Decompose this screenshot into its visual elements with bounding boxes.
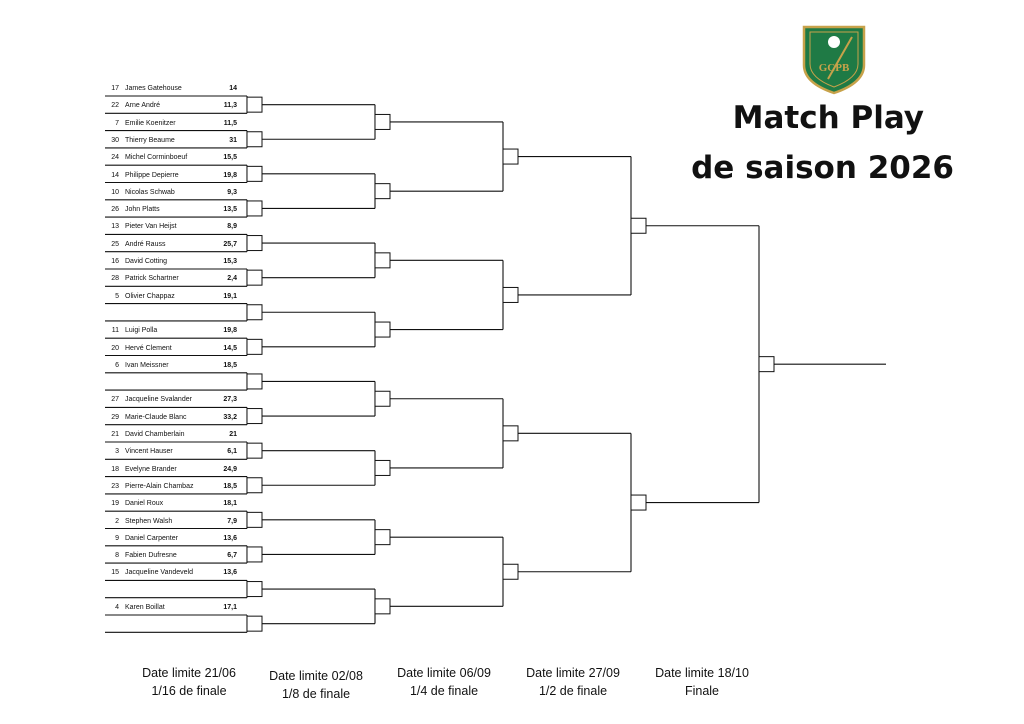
match-box-round-1[interactable] (247, 409, 262, 424)
round-name: 1/4 de finale (409, 684, 479, 698)
player-handicap: 11,5 (223, 119, 237, 127)
player-seed: 14 (111, 171, 119, 179)
player-handicap: 18,1 (223, 500, 237, 508)
player-row (105, 83, 240, 98)
player-seed: 13 (111, 223, 119, 231)
player-seed: 22 (111, 102, 119, 110)
player-row (105, 516, 240, 531)
player-name: Philippe Depierre (125, 171, 179, 179)
player-handicap: 19,1 (223, 292, 237, 300)
player-handicap: 33,2 (223, 413, 237, 421)
round-name: 1/8 de finale (281, 687, 351, 701)
player-name: André Rauss (125, 240, 166, 248)
player-name: Evelyne Brander (125, 465, 177, 473)
player-row (105, 343, 240, 358)
player-row (105, 170, 240, 185)
player-handicap: 6,7 (227, 552, 237, 560)
player-row (105, 325, 240, 340)
player-seed: 29 (111, 413, 119, 421)
player-row (105, 118, 240, 133)
player-handicap: 14,5 (223, 344, 237, 352)
player-handicap: 19,8 (223, 171, 237, 179)
player-row (105, 100, 240, 115)
player-name: John Platts (125, 206, 160, 214)
player-name: Jacqueline Svalander (125, 396, 192, 404)
match-box-round-3[interactable] (503, 149, 518, 164)
player-seed: 18 (111, 465, 119, 473)
player-handicap: 18,5 (223, 361, 237, 369)
player-handicap: 7,9 (227, 517, 237, 525)
match-box-round-4[interactable] (631, 495, 646, 510)
player-handicap: 14 (229, 85, 237, 92)
player-row (105, 602, 240, 617)
match-box-round-1[interactable] (247, 582, 262, 597)
player-name: Ivan Meissner (125, 361, 169, 369)
round-name: 1/2 de finale (538, 684, 608, 698)
player-name: James Gatehouse (125, 85, 182, 92)
player-handicap: 25,7 (223, 240, 237, 248)
player-row (105, 394, 240, 409)
match-box-round-2[interactable] (375, 114, 390, 129)
player-name: David Chamberlain (125, 431, 185, 438)
page-title-line-1: Match Play (732, 100, 924, 136)
player-handicap: 13,6 (223, 534, 237, 542)
player-row (105, 291, 240, 306)
player-name: Emilie Koenitzer (125, 119, 176, 127)
player-name: Fabien Dufresne (125, 552, 177, 560)
player-handicap: 31 (229, 136, 237, 144)
player-name: Olivier Chappaz (125, 292, 175, 300)
match-box-round-4[interactable] (631, 218, 646, 233)
round-deadline: Date limite 06/09 (397, 666, 491, 680)
player-handicap: 6,1 (227, 448, 237, 456)
match-box-round-1[interactable] (247, 201, 262, 216)
player-name: David Cotting (125, 258, 168, 265)
player-seed: 26 (111, 206, 119, 214)
club-logo (804, 27, 864, 93)
player-row (105, 204, 240, 219)
player-handicap: 11,3 (223, 102, 237, 110)
round-label-1-4 (384, 664, 504, 700)
player-name: Karen Boillat (125, 604, 165, 611)
player-row (105, 619, 240, 634)
player-row (105, 481, 240, 496)
player-seed: 3 (115, 448, 119, 456)
round-name: 1/16 de finale (151, 684, 227, 698)
player-seed: 6 (115, 361, 119, 369)
match-box-round-3[interactable] (503, 426, 518, 441)
round-name: Finale (684, 684, 720, 698)
player-handicap: 9,3 (227, 188, 237, 196)
player-row (105, 273, 240, 288)
player-seed: 15 (111, 569, 119, 577)
match-box-round-1[interactable] (247, 547, 262, 562)
player-seed: 5 (115, 292, 119, 300)
match-box-round-2[interactable] (375, 391, 390, 406)
player-name: Stephen Walsh (125, 517, 173, 525)
player-row (105, 308, 240, 323)
player-row (105, 221, 240, 236)
player-name: Jacqueline Vandeveld (125, 569, 193, 577)
match-box-round-1[interactable] (247, 305, 262, 320)
player-name: Daniel Roux (125, 500, 164, 508)
logo-monogram: GCPB (818, 62, 850, 74)
player-handicap: 13,5 (223, 206, 237, 214)
match-box-round-2[interactable] (375, 253, 390, 268)
match-box-round-2[interactable] (375, 460, 390, 475)
player-handicap: 13,6 (223, 569, 237, 577)
round-label-1-16 (129, 664, 249, 700)
player-row (105, 533, 240, 548)
round-deadline: Date limite 21/06 (142, 666, 236, 680)
player-handicap: 19,8 (223, 327, 237, 335)
match-box-round-1[interactable] (247, 339, 262, 354)
logo-golf-ball (828, 36, 840, 48)
player-row (105, 429, 240, 444)
round-label-1-2 (513, 664, 633, 700)
match-box-round-1[interactable] (247, 270, 262, 285)
page-title-line-2: de saison 2026 (691, 150, 954, 186)
player-handicap: 2,4 (227, 275, 237, 283)
player-seed: 23 (111, 482, 119, 490)
match-box-round-2[interactable] (375, 530, 390, 545)
player-name: Michel Corminboeuf (125, 154, 188, 162)
player-seed: 4 (115, 604, 119, 611)
match-box-round-3[interactable] (503, 564, 518, 579)
match-box-round-1[interactable] (247, 374, 262, 389)
match-box-round-1[interactable] (247, 132, 262, 147)
player-name: Marie-Claude Blanc (125, 413, 187, 421)
player-handicap: 24,9 (223, 465, 237, 473)
player-seed: 21 (111, 431, 119, 438)
player-seed: 9 (115, 534, 119, 542)
player-seed: 20 (111, 344, 119, 352)
match-box-round-2[interactable] (375, 599, 390, 614)
match-box-round-1[interactable] (247, 236, 262, 251)
player-row (105, 239, 240, 254)
player-row (105, 446, 240, 461)
match-box-round-3[interactable] (503, 287, 518, 302)
player-name: Pierre-Alain Chambaz (125, 482, 194, 490)
match-box-round-1[interactable] (247, 97, 262, 112)
match-box-round-1[interactable] (247, 616, 262, 631)
player-seed: 11 (111, 327, 119, 335)
player-row (105, 187, 240, 202)
player-name: Daniel Carpenter (125, 534, 178, 542)
player-seed: 16 (111, 258, 119, 265)
player-seed: 30 (111, 136, 119, 144)
player-row (105, 585, 240, 600)
player-name: Arne André (125, 102, 161, 110)
player-handicap: 17,1 (223, 604, 237, 611)
player-name: Luigi Polla (125, 327, 158, 335)
player-handicap: 15,3 (223, 258, 237, 265)
player-handicap: 21 (229, 431, 237, 438)
round-label-1-8 (256, 667, 376, 703)
player-seed: 17 (111, 85, 119, 92)
player-handicap: 18,5 (223, 482, 237, 490)
round-label-final (642, 664, 762, 700)
player-handicap: 27,3 (223, 396, 237, 404)
match-box-round-2[interactable] (375, 184, 390, 199)
round-deadline: Date limite 18/10 (655, 666, 749, 680)
match-box-round-1[interactable] (247, 166, 262, 181)
player-row (105, 412, 240, 427)
player-handicap: 15,5 (223, 154, 237, 162)
player-seed: 27 (111, 396, 119, 404)
player-handicap: 8,9 (227, 223, 237, 231)
player-seed: 24 (111, 154, 119, 162)
player-name: Patrick Schartner (125, 275, 179, 283)
match-box-round-1[interactable] (247, 478, 262, 493)
player-row (105, 152, 240, 167)
match-box-round-2[interactable] (375, 322, 390, 337)
player-seed: 8 (115, 552, 119, 560)
player-row (105, 135, 240, 150)
player-seed: 19 (111, 500, 119, 508)
player-seed: 7 (115, 119, 119, 127)
round-deadline: Date limite 27/09 (526, 666, 620, 680)
player-row (105, 567, 240, 582)
player-seed: 28 (111, 275, 119, 283)
player-seed: 25 (111, 240, 119, 248)
player-name: Nicolas Schwab (125, 188, 175, 196)
round-deadline: Date limite 02/08 (269, 669, 363, 683)
player-row (105, 377, 240, 392)
player-row (105, 550, 240, 565)
player-seed: 2 (115, 517, 119, 525)
match-box-round-1[interactable] (247, 512, 262, 527)
player-name: Hervé Clement (125, 344, 172, 352)
player-row (105, 256, 240, 271)
match-box-round-5[interactable] (759, 357, 774, 372)
player-row (105, 464, 240, 479)
player-row (105, 360, 240, 375)
player-row (105, 498, 240, 513)
player-seed: 10 (111, 188, 119, 196)
player-name: Pieter Van Heijst (125, 223, 177, 231)
player-name: Vincent Hauser (125, 448, 173, 456)
match-box-round-1[interactable] (247, 443, 262, 458)
player-name: Thierry Beaume (125, 136, 175, 144)
